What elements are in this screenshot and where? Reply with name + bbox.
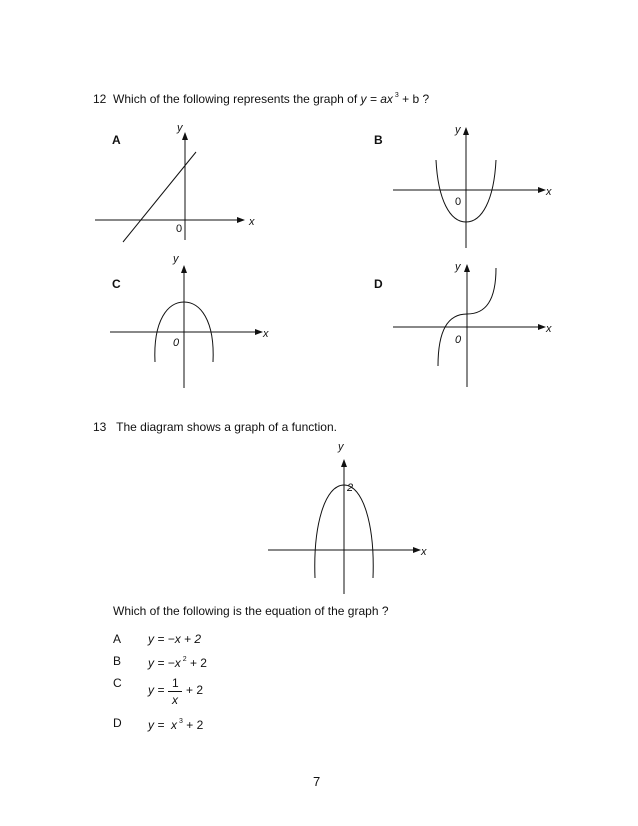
q12-equation-tail: + b (402, 92, 420, 106)
graph-a-x-label: x (249, 216, 255, 228)
graph-a-y-label: y (177, 122, 183, 134)
graph-c-origin: 0 (173, 337, 180, 349)
graph-d-x-label: x (546, 323, 552, 335)
q13-stem (93, 420, 337, 434)
graph-d (393, 261, 552, 387)
graph-b-y-label: y (455, 124, 461, 136)
q13-number: 13 (93, 420, 107, 434)
graph-c-y-label: y (173, 253, 179, 265)
graph-a (95, 122, 255, 242)
graph-b (393, 124, 552, 248)
graph-a-origin: 0 (176, 223, 183, 235)
q12-question-mark: ? (422, 92, 430, 106)
q13-y-label: y (338, 441, 344, 453)
q13-answer-b: y = −x $^2$ + 2 (148, 656, 207, 670)
q13-answer-c-fraction-bar (168, 691, 182, 692)
q13-answer-c-numerator: 1 (172, 676, 179, 690)
q13-prompt: The diagram shows a graph of a function. (116, 420, 337, 434)
page-number: 7 (313, 774, 321, 789)
q13-answer-c-lhs: y = (148, 683, 165, 697)
q13-question: Which of the following is the equation of the graph ? (113, 604, 389, 618)
q13-graph (268, 441, 427, 594)
graph-d-origin: 0 (455, 334, 462, 346)
graph-b-origin: 0 (455, 196, 462, 208)
q12-equation: y = ax (360, 92, 393, 106)
q13-answer-c-letter: C (113, 676, 122, 690)
q12-exponent: 3 (394, 92, 399, 99)
q12-option-d-letter: D (374, 277, 383, 291)
q12-option-a-letter: A (112, 133, 121, 147)
q12-number: 12 (93, 92, 107, 106)
q12-option-b-letter: B (374, 133, 383, 147)
q13-intercept-label: 2 (347, 482, 354, 494)
graph-c (110, 253, 269, 388)
q13-answer-c-tail: + 2 (186, 683, 204, 697)
q13-answer-b-letter: B (113, 654, 122, 668)
q13-answer-d-letter: D (113, 716, 122, 730)
graph-b-x-label: x (546, 186, 552, 198)
q13-answer-a-letter: A (113, 632, 122, 646)
graph-d-y-label: y (455, 261, 461, 273)
q13-x-label: x (421, 546, 427, 558)
q12-prompt: Which of the following represents the graph of (113, 92, 358, 106)
q13-answer-c-denominator: x (172, 693, 178, 707)
q12-option-c-letter: C (112, 277, 121, 291)
graph-c-x-label: x (263, 328, 269, 340)
q13-answer-a: y = −x + 2 (148, 632, 202, 646)
q13-answer-d: y = x $^3$ + 2 (148, 718, 204, 732)
